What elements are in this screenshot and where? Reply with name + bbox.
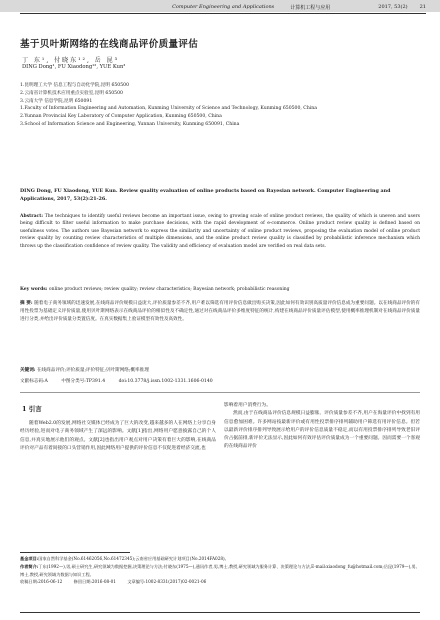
intro-right-column (224, 402, 420, 452)
affiliation-item: 3.School of Information Science and Engineering, Yunnan University, Kunming 650091, China (20, 121, 240, 127)
header-rule (20, 13, 426, 14)
journal-name-cn: 计算机工程与应用 (290, 4, 331, 11)
author-bio-text: 丁东(1992—),男,硕士研究生,研究领域为数据挖掘,决策理论与方法;付晓东(1975—),通讯作者,男,博士,教授,研究领域为服务计算、决策理论与方法,E-mail:xiaodong_fu@hotmail.com;岳昆(1979—),男,博士,教授,研究领域为数据与知识工程。 (20, 563, 418, 577)
page-number: 21 (419, 4, 426, 10)
authors-en: DING Dong¹, FU Xiaodong¹², YUE Kun³ (22, 64, 126, 70)
abstract-cn-text: 随着电子商务领域的迅速发展,在线商品评价规模日益庞大,评价质量参差不齐,用户难以筛选有用评价信息做出购买决策,因此如何有效识别高质量评价信息成为重要问题。以在线商品评价的有用性投票为基础定义评价质量,使用贝叶斯网络表示在线商品评价的相似性及不确定性,通过对在线商品评价多维度特征的统计,构建在线商品评价质量评估模型,使用概率推理机制对在线商品评价质量进行分类,并给出评价质量分类置信度。在真实数据集上验证模型有效性及高效性。 (20, 301, 420, 322)
affiliation-item: 2.Yunnan Provincial Key Laboratory of Computer Application, Kunming 650500, China (20, 114, 222, 120)
intro-right-continuation: 影响着用户消费行为。 (224, 403, 271, 408)
keywords-en-label: Key words: (20, 287, 48, 292)
issue-info: 2017, 53(2) (378, 4, 408, 10)
affiliation-item: 1.Faculty of Information Engineering and Automation, Kunming University of Science and Technology, Kunming 650500, China (20, 106, 317, 112)
intro-right-paragraph: 然而,由于在线商品评价信息规模日益膨胀、评价质量参差不齐,用户在海量评价中找到有用信息愈加困难。许多网站按最新评价或有用性投票排序排列辅助用户筛选有用评价信息。但若以最新评价排序排列导致展示给用户的评价信息质量不稳定,而以有用投票排序排列导致老旧评价占据前排,新评价无法显示,因此如何有效评估评价质量成为一个重要问题。因而需要一个客观的在线商品评价 (224, 411, 420, 450)
clc-number: 中图分类号:TP391.4 (61, 379, 106, 384)
abstract-en-text: The techniques to identify useful reviews become an important issue, owing to growing scale of online product reviews, the quality of which is uneven and users being difficult to filter useful information to make purchase decisions, with the rapid development of e-commerce. Online product review quality is defined based on usefulness votes. The authors use Bayesian network to express the similarity and uncertainty of online product reviews, proposing the evaluation model of online product review quality by counting review characteristics of multiple dimensions, and the online product review quality is classified by probabilistic inference mechanism which throws up the classification confidence of review quality. The validity and efficiency of evaluation model are verified on real data sets. (20, 214, 420, 249)
footnote-rule (20, 552, 130, 553)
dates-line (20, 578, 420, 586)
abstract-en (20, 213, 420, 250)
affiliation-item: 1.昆明理工大学 信息工程与自动化学院,昆明 650500 (20, 83, 129, 88)
abstract-cn (20, 300, 420, 323)
affiliation-item: 3.云南大学 信息学院,昆明 650091 (20, 98, 93, 104)
funding-note (20, 555, 420, 563)
intro-left-column: 随着Web2.0的发展,网络社交媒体已经成为了巨大的改变,越来越多的人在网络上分享自身经历经验,进而对电子商务领域产生了深远的影响。文献[1]指出,网络用户愿意披露自己的个人信息,并真实地展示他们的观点。文献[2]也指出用户观点对用户决策有着巨大的影响,在线商品评价对产品有着间接的口头营销作用,因此网络用户提供的评价信息不仅促进着经济交流,也 (20, 421, 216, 451)
author-bio-label: 作者简介: (20, 563, 39, 569)
section-heading-intro: 1 引言 (22, 405, 42, 413)
citation-en: DING Dong, FU Xiaodong, YUE Kun. Review quality evaluation of online products based on Bayesian network. Computer Engineering and Applications, 2017, 53(2):21-26. (20, 188, 391, 202)
footnotes (20, 555, 420, 586)
revised-date: 修回日期:2016-08-01 (73, 579, 116, 585)
author-bio-note (20, 563, 420, 579)
running-header (22, 2, 426, 12)
keywords-cn-text: 在线商品评价;评价质量;评价特征;贝叶斯网络;概率推理 (36, 368, 149, 373)
classification-meta (20, 378, 420, 384)
section-divider (20, 392, 420, 393)
journal-name-en: Computer Engineering and Applications (172, 4, 275, 10)
affiliations (20, 82, 422, 129)
paper-title: 基于贝叶斯网络的在线商品评价质量评估 (20, 39, 199, 50)
bottom-rule (20, 612, 420, 613)
keywords-cn (20, 367, 420, 373)
authors-cn: 丁 东¹, 付晓东¹², 岳 昆³ (22, 57, 120, 64)
received-date: 收稿日期:2016-06-12 (20, 579, 63, 585)
article-number: 文章编号:1002-8331(2017)02-0021-06 (127, 579, 207, 585)
abstract-en-label: Abstract: (20, 214, 44, 219)
doi: doi:10.3778/j.issn.1002-1331.1606-0140 (118, 379, 213, 384)
funding-text: 国家自然科学基金(No.61462056,No.61472345);云南省应用基础研究计划项目(No.2014FA028)。 (38, 556, 229, 561)
funding-label: 基金项目: (20, 556, 39, 561)
abstract-cn-label: 摘 要: (20, 301, 33, 306)
affiliation-item: 2.云南省计算机技术应用重点实验室,昆明 650500 (20, 90, 123, 96)
keywords-en (20, 287, 420, 292)
keywords-cn-label: 关键词: (20, 368, 36, 373)
keywords-en-text: online product reviews; review quality; review characteristics; Bayesian network; probabilistic reasoning (48, 287, 290, 292)
doc-code: 文献标志码:A (20, 379, 48, 384)
